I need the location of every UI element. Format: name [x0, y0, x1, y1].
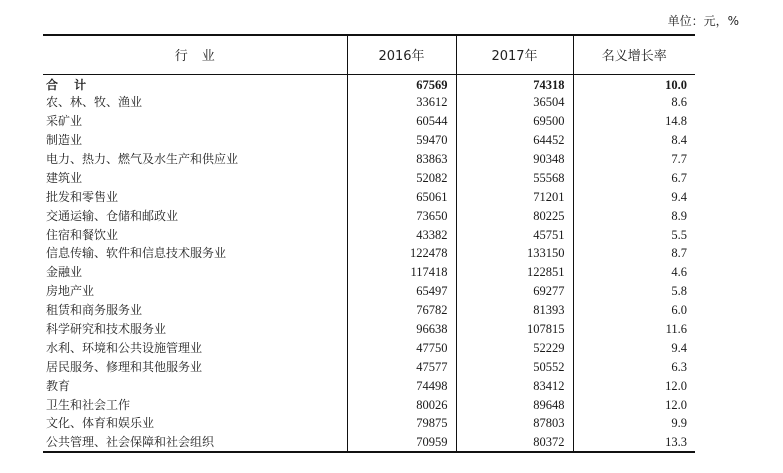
industry-cell: 租赁和商务服务业 [46, 303, 143, 318]
value-2016-cell: 47577 [347, 357, 456, 376]
value-2017-cell: 83412 [456, 376, 573, 395]
growth-rate-cell: 8.7 [573, 244, 695, 263]
industry-cell: 采矿业 [46, 114, 83, 129]
table-body [43, 74, 695, 452]
value-2016-cell: 47750 [347, 338, 456, 357]
value-2016-cell: 67569 [347, 74, 456, 93]
industry-cell: 水利、环境和公共设施管理业 [46, 340, 203, 355]
industry-cell: 居民服务、修理和其他服务业 [46, 359, 203, 374]
value-2017-cell: 81393 [456, 301, 573, 320]
table-row [43, 414, 695, 433]
table-row [43, 376, 695, 395]
growth-rate-cell: 5.8 [573, 282, 695, 301]
industry-cell: 教育 [46, 378, 71, 393]
industry-cell: 制造业 [46, 133, 83, 148]
header-2016: 2016年 [347, 35, 456, 74]
value-2016-cell: 65061 [347, 187, 456, 206]
table-row [43, 338, 695, 357]
value-2017-cell: 80372 [456, 433, 573, 452]
value-2016-cell: 73650 [347, 206, 456, 225]
industry-cell: 合 计 [46, 78, 93, 93]
growth-rate-cell: 9.4 [573, 187, 695, 206]
header-row [43, 35, 695, 74]
industry-cell: 信息传输、软件和信息技术服务业 [46, 246, 227, 261]
value-2017-cell: 64452 [456, 131, 573, 150]
value-2017-cell: 69277 [456, 282, 573, 301]
industry-cell: 电力、热力、燃气及水生产和供应业 [46, 152, 239, 166]
growth-rate-cell: 4.6 [573, 263, 695, 282]
value-2017-cell: 133150 [456, 244, 573, 263]
growth-rate-cell: 13.3 [573, 433, 695, 452]
value-2017-cell: 107815 [456, 320, 573, 339]
growth-rate-cell: 9.4 [573, 338, 695, 357]
header-2017: 2017年 [456, 35, 573, 74]
industry-cell: 金融业 [46, 265, 83, 280]
growth-rate-cell: 6.7 [573, 168, 695, 187]
value-2016-cell: 59470 [347, 131, 456, 150]
value-2016-cell: 74498 [347, 376, 456, 395]
table-row [43, 433, 695, 452]
growth-rate-cell: 5.5 [573, 225, 695, 244]
value-2017-cell: 122851 [456, 263, 573, 282]
growth-rate-cell: 7.7 [573, 150, 695, 169]
industry-cell: 公共管理、社会保障和社会组织 [43, 433, 347, 452]
value-2016-cell: 52082 [347, 168, 456, 187]
wage-table [43, 34, 695, 453]
value-2017-cell: 71201 [456, 187, 573, 206]
industry-cell: 建筑业 [46, 170, 83, 185]
table-row [43, 150, 695, 169]
value-2016-cell: 33612 [347, 93, 456, 112]
growth-rate-cell: 10.0 [573, 74, 695, 93]
header-industry: 行业 [43, 35, 347, 74]
value-2017-cell: 69500 [456, 112, 573, 131]
header-growth: 名义增长率 [573, 35, 695, 74]
total-row [43, 74, 695, 93]
unit-label: 单位：元，% [667, 14, 739, 28]
table-row [43, 395, 695, 414]
table-row [43, 301, 695, 320]
table-row [43, 206, 695, 225]
table-row [43, 357, 695, 376]
value-2017-cell: 74318 [456, 74, 573, 93]
growth-rate-cell: 12.0 [573, 395, 695, 414]
value-2017-cell: 36504 [456, 93, 573, 112]
table-row [43, 282, 695, 301]
value-2016-cell: 83863 [347, 150, 456, 169]
value-2017-cell: 80225 [456, 206, 573, 225]
value-2016-cell: 122478 [347, 244, 456, 263]
table-header [43, 35, 695, 74]
industry-cell: 科学研究和技术服务业 [46, 322, 167, 337]
value-2016-cell: 96638 [347, 320, 456, 339]
value-2017-cell: 52229 [456, 338, 573, 357]
industry-cell: 批发和零售业 [46, 189, 119, 204]
table-row [43, 244, 695, 263]
value-2016-cell: 79875 [347, 414, 456, 433]
growth-rate-cell: 6.0 [573, 301, 695, 320]
industry-cell: 交通运输、仓储和邮政业 [46, 208, 179, 223]
value-2016-cell: 76782 [347, 301, 456, 320]
value-2017-cell: 45751 [456, 225, 573, 244]
industry-cell: 卫生和社会工作 [46, 397, 131, 412]
industry-cell: 房地产业 [46, 284, 95, 299]
value-2017-cell: 87803 [456, 414, 573, 433]
industry-cell: 文化、体育和娱乐业 [46, 416, 155, 431]
value-2017-cell: 55568 [456, 168, 573, 187]
table-row [43, 93, 695, 112]
table-row [43, 112, 695, 131]
table-row [43, 168, 695, 187]
growth-rate-cell: 9.9 [573, 414, 695, 433]
growth-rate-cell: 12.0 [573, 376, 695, 395]
table-row [43, 187, 695, 206]
growth-rate-cell: 6.3 [573, 357, 695, 376]
growth-rate-cell: 8.9 [573, 206, 695, 225]
growth-rate-cell: 11.6 [573, 320, 695, 339]
growth-rate-cell: 8.6 [573, 93, 695, 112]
table-row [43, 320, 695, 339]
table-row [43, 263, 695, 282]
growth-rate-cell: 8.4 [573, 131, 695, 150]
value-2017-cell: 89648 [456, 395, 573, 414]
value-2016-cell: 60544 [347, 112, 456, 131]
value-2017-cell: 50552 [456, 357, 573, 376]
value-2017-cell: 90348 [456, 150, 573, 169]
value-2016-cell: 117418 [347, 263, 456, 282]
growth-rate-cell: 14.8 [573, 112, 695, 131]
table-row [43, 225, 695, 244]
value-2016-cell: 65497 [347, 282, 456, 301]
table-row [43, 131, 695, 150]
industry-cell: 农、林、牧、渔业 [46, 95, 143, 110]
industry-cell: 住宿和餐饮业 [46, 227, 119, 242]
value-2016-cell: 70959 [347, 433, 456, 452]
value-2016-cell: 80026 [347, 395, 456, 414]
value-2016-cell: 43382 [347, 225, 456, 244]
